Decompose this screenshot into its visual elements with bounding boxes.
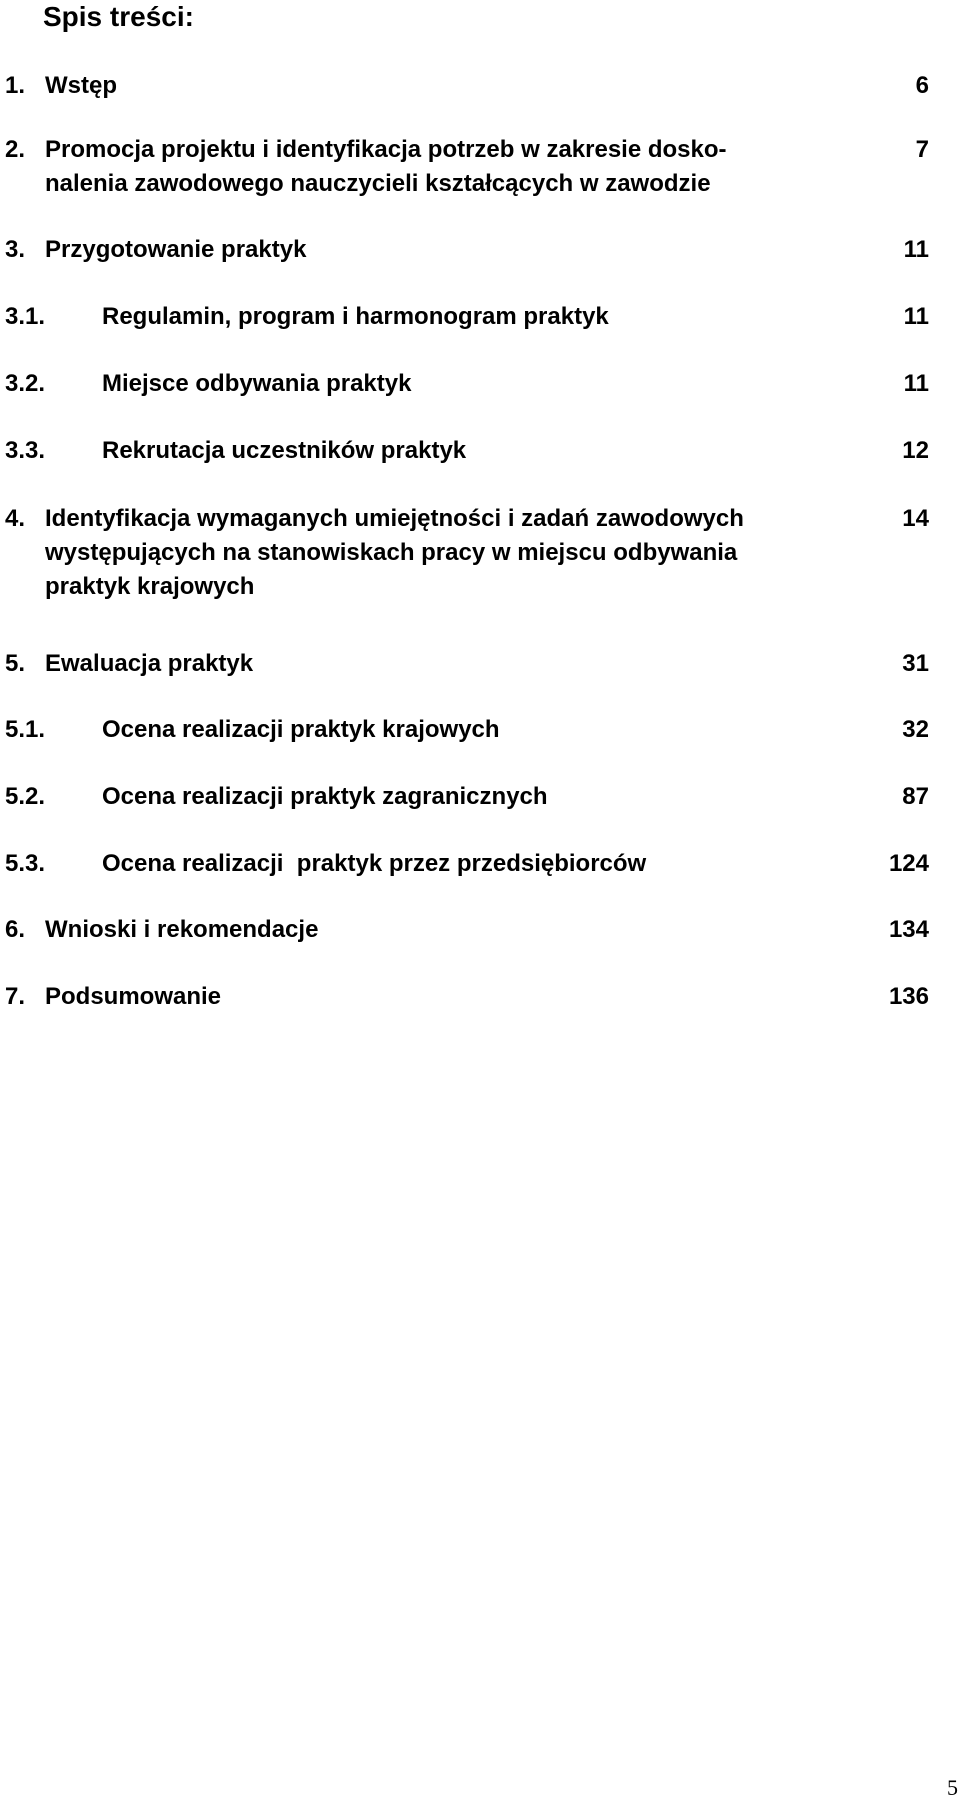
toc-entry-number: 6. bbox=[5, 916, 26, 943]
toc-entry-page: 87 bbox=[902, 783, 929, 810]
toc-entry-title: Ocena realizacji praktyk krajowych bbox=[102, 716, 500, 743]
toc-entry-page: 124 bbox=[888, 850, 929, 877]
toc-entry-number: 3. bbox=[5, 236, 26, 263]
toc-entry-number: 3.3. bbox=[5, 437, 46, 464]
toc-entry-title: Promocja projektu i identyfikacja potrzeb w zakresie dosko- nalenia zawodowego nauczycieli kształcących w zawodzie bbox=[45, 136, 727, 197]
toc-entry-title: Rekrutacja uczestników praktyk bbox=[102, 437, 467, 464]
toc-entry-page: 31 bbox=[902, 650, 929, 677]
toc-entry-page: 6 bbox=[915, 72, 929, 99]
toc-entry-number: 3.2. bbox=[5, 370, 46, 397]
toc-entry-title: Identyfikacja wymaganych umiejętności i zadań zawodowych występujących na stanowiskach pracy w miejscu odbywania praktyk krajowych bbox=[45, 505, 744, 600]
toc-entry-page: 11 bbox=[903, 303, 929, 330]
page-number: 5 bbox=[947, 1775, 958, 1800]
toc-entry-page: 11 bbox=[903, 236, 929, 263]
toc-entry-number: 2. bbox=[5, 136, 26, 163]
toc-entry-number: 5. bbox=[5, 650, 26, 677]
toc-entry-page: 32 bbox=[902, 716, 929, 743]
toc-entry-title: Ewaluacja praktyk bbox=[45, 650, 254, 677]
toc-entry-page: 14 bbox=[902, 505, 929, 532]
toc-entry-title: Ocena realizacji praktyk przez przedsiębiorców bbox=[102, 850, 647, 877]
toc-entry-title: Wstęp bbox=[45, 72, 117, 99]
toc-entry-number: 3.1. bbox=[5, 303, 46, 330]
toc-entry-title: Miejsce odbywania praktyk bbox=[102, 370, 412, 397]
toc-entry-number: 5.1. bbox=[5, 716, 46, 743]
toc-entry-number: 7. bbox=[5, 983, 26, 1010]
toc-title: Spis treści: bbox=[43, 1, 194, 32]
toc-entry-title: Przygotowanie praktyk bbox=[45, 236, 307, 263]
toc-entry-page: 12 bbox=[902, 437, 929, 464]
toc-entry-title: Podsumowanie bbox=[45, 983, 222, 1010]
toc-entry-page: 134 bbox=[888, 916, 929, 943]
toc-entry-title: Wnioski i rekomendacje bbox=[45, 916, 319, 943]
toc-entry-page: 7 bbox=[915, 136, 929, 163]
toc-entry-number: 4. bbox=[5, 505, 26, 532]
toc-entry-number: 5.2. bbox=[5, 783, 46, 810]
toc-entry-title: Ocena realizacji praktyk zagranicznych bbox=[102, 783, 548, 810]
toc-entry-page: 136 bbox=[888, 983, 929, 1010]
toc-entry-number: 5.3. bbox=[5, 850, 46, 877]
toc-entry-page: 11 bbox=[903, 370, 929, 397]
toc-entry-number: 1. bbox=[5, 72, 26, 99]
toc-entry-title: Regulamin, program i harmonogram praktyk bbox=[102, 303, 609, 330]
